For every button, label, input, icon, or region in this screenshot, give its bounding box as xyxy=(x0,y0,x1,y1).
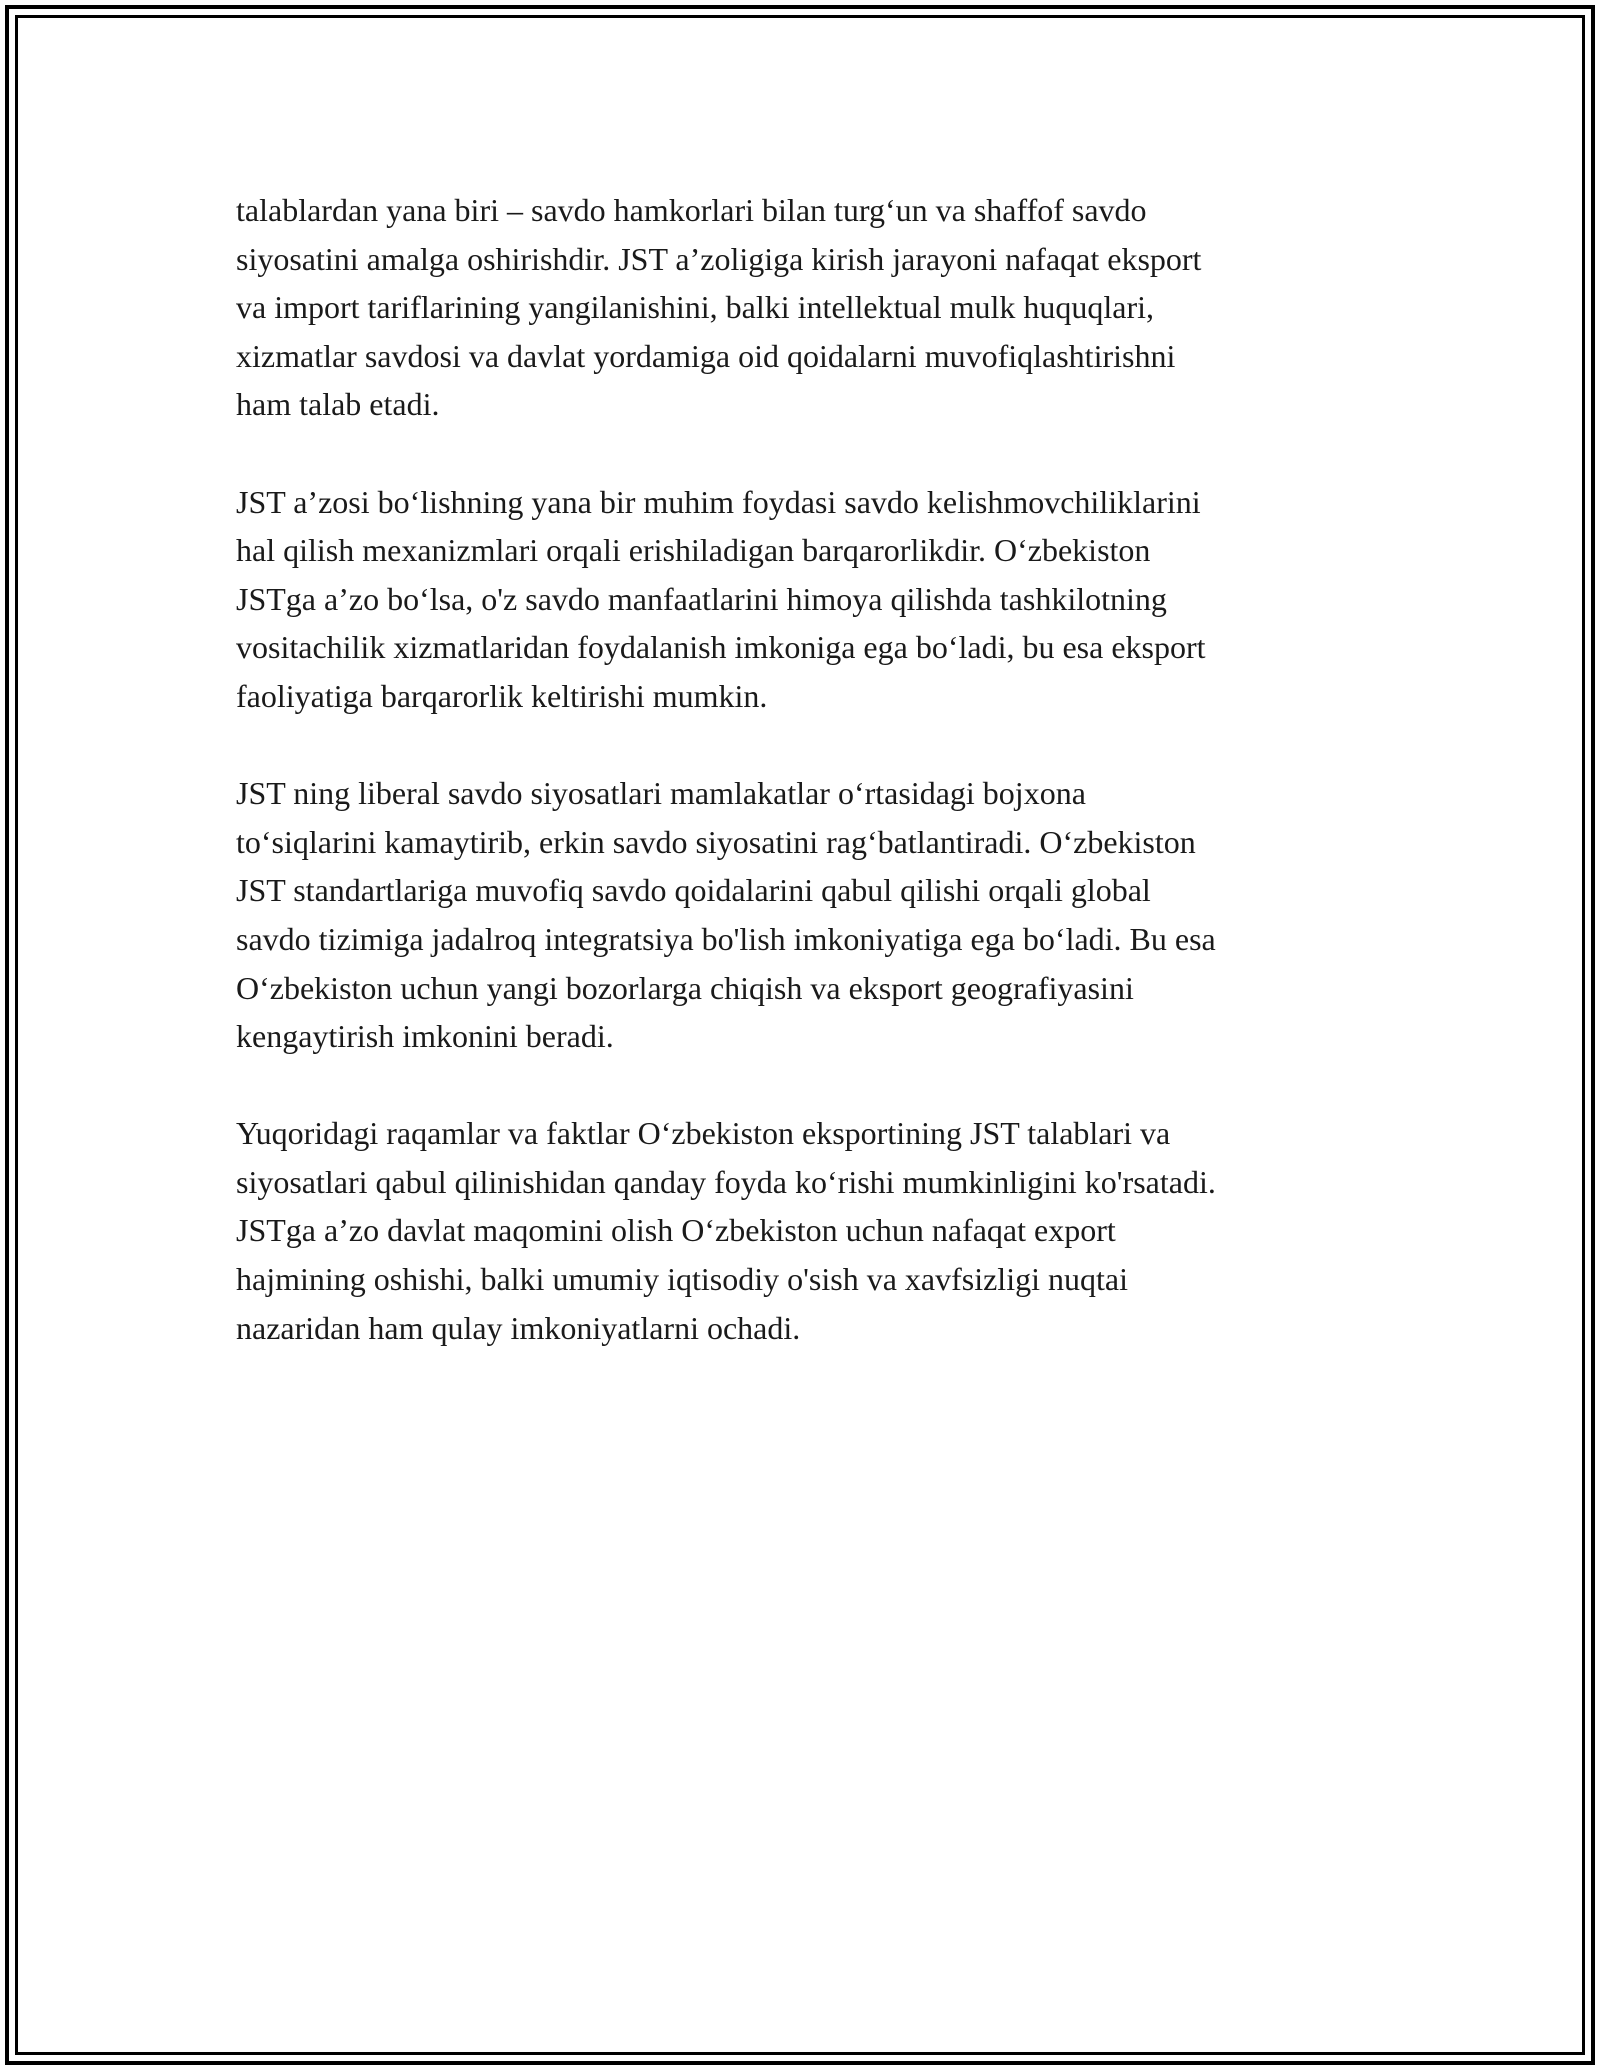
text-line: kengaytirish imkonini beradi. xyxy=(236,1018,614,1055)
text-line: siyosatini amalga oshirishdir. JST a’zoligiga kirish jarayoni nafaqat eksport xyxy=(236,240,1202,277)
paragraph-3 xyxy=(236,769,1376,1061)
text-line: JST standartlariga muvofiq savdo qoidalarini qabul qilishi orqali global xyxy=(236,872,1151,909)
text-line: vositachilik xizmatlaridan foydalanish imkoniga ega bo‘ladi, bu esa eksport xyxy=(236,629,1206,666)
paragraph-4 xyxy=(236,1109,1376,1352)
text-line: JSTga a’zo bo‘lsa, o'z savdo manfaatlarini himoya qilishda tashkilotning xyxy=(236,580,1167,617)
text-line: nazaridan ham qulay imkoniyatlarni ochadi. xyxy=(236,1309,801,1346)
text-line: to‘siqlarini kamaytirib, erkin savdo siyosatini rag‘batlantiradi. O‘zbekiston xyxy=(236,823,1196,860)
text-line: faoliyatiga barqarorlik keltirishi mumkin. xyxy=(236,677,768,714)
paragraph-2 xyxy=(236,478,1376,721)
text-line: JST ning liberal savdo siyosatlari mamlakatlar o‘rtasidagi bojxona xyxy=(236,775,1086,812)
text-line: hal qilish mexanizmlari orqali erishiladigan barqarorlikdir. O‘zbekiston xyxy=(236,532,1151,569)
document-body xyxy=(236,186,1376,1401)
text-line: xizmatlar savdosi va davlat yordamiga oid qoidalarni muvofiqlashtirishni xyxy=(236,337,1176,374)
text-line: va import tariflarining yangilanishini, balki intellektual mulk huquqlari, xyxy=(236,289,1155,326)
text-line: Yuqoridagi raqamlar va faktlar O‘zbekiston eksportining JST talablari va xyxy=(236,1115,1171,1152)
text-line: savdo tizimiga jadalroq integratsiya bo'lish imkoniyatiga ega bo‘ladi. Bu esa xyxy=(236,920,1216,957)
paragraph-1 xyxy=(236,186,1376,429)
text-line: talablardan yana biri – savdo hamkorlari bilan turg‘un va shaffof savdo xyxy=(236,192,1147,228)
text-line: hajmining oshishi, balki umumiy iqtisodiy o'sish va xavfsizligi nuqtai xyxy=(236,1261,1128,1298)
text-line: JSTga a’zo davlat maqomini olish O‘zbekiston uchun nafaqat export xyxy=(236,1212,1116,1249)
text-line: JST a’zosi bo‘lishning yana bir muhim foydasi savdo kelishmovchiliklarini xyxy=(236,483,1201,520)
text-line: O‘zbekiston uchun yangi bozorlarga chiqish va eksport geografiyasini xyxy=(236,969,1134,1006)
text-line: ham talab etadi. xyxy=(236,386,440,423)
text-line: siyosatlari qabul qilinishidan qanday foyda ko‘rishi mumkinligini ko'rsatadi. xyxy=(236,1163,1216,1200)
